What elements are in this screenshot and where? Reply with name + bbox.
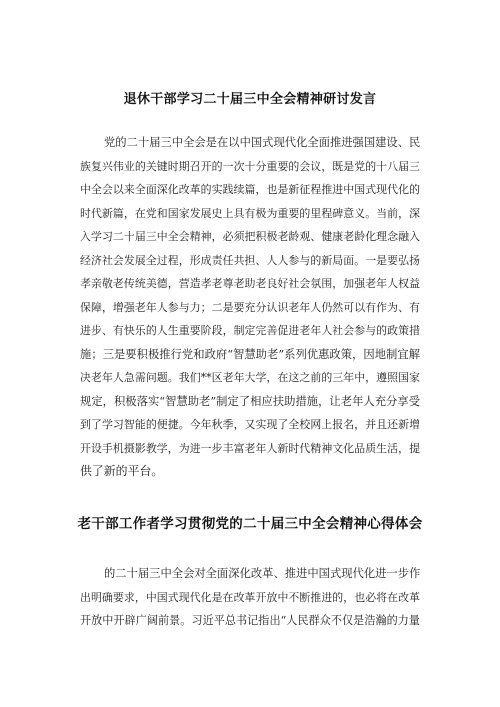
paragraph-line: 出明确要求，中国式现代化是在改革开放中不断推进的，也必将在改革 <box>80 590 420 604</box>
paragraph-line: 施；三是要积极推行党和政府“智慧助老”系列优惠政策，因地制宜解 <box>80 347 420 361</box>
article-1-body <box>80 131 420 484</box>
paragraph-line: 经济社会发展全过程，形成责任共担、人人参与的新局面。一是要弘扬 <box>80 253 420 267</box>
paragraph-line: 规定，积极落实“智慧助老”制定了相应扶助措施，让老年人充分享受 <box>80 394 420 408</box>
paragraph-line: 的二十届三中全会对全面深化改革、推进中国式现代化进一步作 <box>104 567 420 580</box>
paragraph-line: 到了学习智能的便捷。今年秋季，又实现了全校网上报名，并且还新增 <box>80 418 420 431</box>
paragraph-line: 开设手机摄影教学，为进一步丰富老年人新时代精神文化品质生活，提 <box>80 441 420 455</box>
paragraph-line: 决老年人急需问题。我们**区老年大学，在这之前的三年中，遵照国家 <box>80 371 420 384</box>
paragraph-line: 入学习二十届三中全会精神，必须把积极老龄观、健康老龄化理念融入 <box>80 230 420 243</box>
article-2-title: 老干部工作者学习贯彻党的二十届三中全会精神心得体会 <box>77 516 423 532</box>
paragraph-line: 保障，增强老年人参与力；二是要充分认识老年人仍然可以有作为、有 <box>80 300 420 314</box>
paragraph-line: 中全会以来全面深化改革的实践续篇，也是新征程推进中国式现代化的 <box>80 183 420 196</box>
paragraph-line: 孝亲敬老传统美德，营造孝老尊老助老良好社会氛围，加强老年人权益 <box>80 277 420 290</box>
paragraph-line: 党的二十届三中全会是在以中国式现代化全面推进强国建设、民 <box>104 136 420 149</box>
article-2-body <box>80 562 420 633</box>
paragraph-line: 进步、有快乐的人生重要阶段，制定完善促进老年人社会参与的政策措 <box>80 324 420 337</box>
paragraph-line: 族复兴伟业的关键时期召开的一次十分重要的会议，既是党的十八届三 <box>80 159 420 173</box>
paragraph-line: 时代新篇，在党和国家发展史上具有极为重要的里程碑意义。当前，深 <box>80 206 420 220</box>
paragraph-line: 开放中开辟广阔前景。习近平总书记指出“人民群众不仅是浩瀚的力量 <box>80 614 420 627</box>
paragraph-line: 供了新的平台。 <box>80 464 164 478</box>
article-1-title: 退休干部学习二十届三中全会精神研讨发言 <box>123 92 377 107</box>
